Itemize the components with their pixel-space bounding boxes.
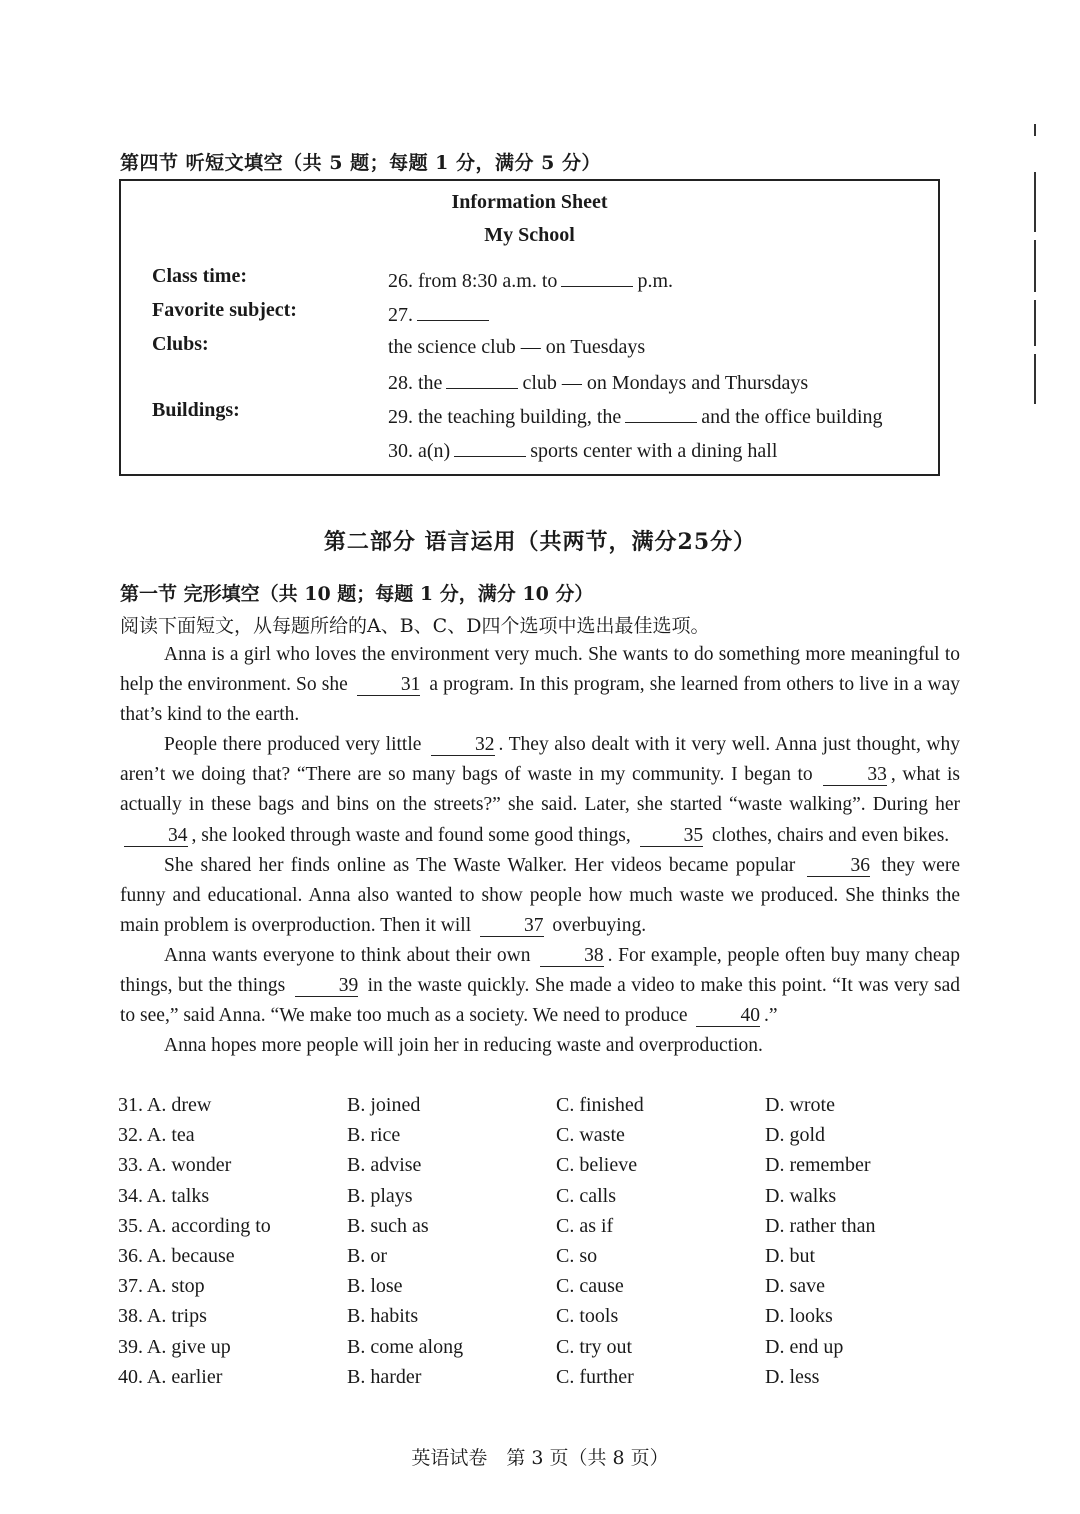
option-40-a[interactable]: 40. A. earlier: [118, 1365, 223, 1388]
blank-28[interactable]: [446, 370, 518, 389]
option-39-c[interactable]: C. try out: [556, 1335, 633, 1358]
paragraph-3: [120, 851, 960, 941]
option-36-c[interactable]: C. so: [556, 1244, 598, 1267]
q29-prefix: 29. the teaching building, the: [388, 406, 622, 428]
option-39-a[interactable]: 39. A. give up: [118, 1335, 231, 1358]
p4-text-b: . For example, people often buy many cheap things, but the things: [120, 944, 960, 997]
option-row-38: [118, 1302, 978, 1332]
p3-text-b: they were funny and educational. Anna also wanted to show people how much waste we produced. She thinks the main problem is overproduction. Then it will: [120, 854, 960, 936]
p1-text-b: a program. In this program, she learned from others to live in a way that’s kind to the earth.: [120, 674, 960, 726]
row-q26: [388, 268, 673, 293]
option-36-b[interactable]: B. or: [347, 1244, 387, 1267]
option-34-c[interactable]: C. calls: [556, 1184, 616, 1207]
q26-prefix: 26. from 8:30 a.m. to: [388, 270, 558, 292]
scan-edge-mark: [1034, 240, 1036, 292]
p1-text-a: Anna is a girl who loves the environment very much. She wants to do something more meaningful to help the environment. So she: [120, 644, 960, 696]
option-row-40: [118, 1363, 978, 1393]
paragraph-2: [120, 730, 960, 850]
option-35-a[interactable]: 35. A. according to: [118, 1214, 271, 1237]
label-favorite-subject: Favorite subject:: [152, 299, 297, 321]
option-38-c[interactable]: C. tools: [556, 1305, 619, 1328]
scan-edge-mark: [1034, 172, 1036, 232]
option-33-b[interactable]: B. advise: [347, 1154, 422, 1177]
blank-35[interactable]: 35: [640, 826, 704, 847]
option-31-c[interactable]: C. finished: [556, 1094, 644, 1116]
blank-33[interactable]: 33: [823, 765, 887, 786]
p2-text-e: clothes, chairs and even bikes.: [712, 824, 950, 846]
option-34-b[interactable]: B. plays: [347, 1184, 413, 1207]
option-37-d[interactable]: D. save: [765, 1275, 825, 1298]
blank-27[interactable]: [417, 302, 489, 321]
option-row-35: [118, 1212, 978, 1242]
blank-39[interactable]: 39: [295, 976, 359, 997]
option-40-c[interactable]: C. further: [556, 1365, 634, 1388]
option-36-a[interactable]: 36. A. because: [118, 1244, 235, 1267]
paragraph-4: [120, 941, 960, 1031]
option-32-a[interactable]: 32. A. tea: [118, 1124, 195, 1147]
scan-edge-mark: [1034, 124, 1036, 136]
blank-34[interactable]: 34: [124, 826, 188, 847]
option-33-a[interactable]: 33. A. wonder: [118, 1154, 232, 1177]
q30-prefix: 30. a(n): [388, 440, 451, 462]
info-sheet-title: Information Sheet: [451, 191, 608, 213]
option-35-d[interactable]: D. rather than: [765, 1214, 876, 1237]
q28-suffix: club — on Mondays and Thursdays: [522, 372, 809, 394]
p5-text: Anna hopes more people will join her in reducing waste and overproduction.: [164, 1035, 763, 1057]
q28-prefix: 28. the: [388, 372, 443, 394]
label-buildings: Buildings:: [152, 399, 240, 421]
option-32-b[interactable]: B. rice: [347, 1124, 401, 1147]
option-32-c[interactable]: C. waste: [556, 1124, 625, 1147]
p2-text-b: . They also dealt with it very well. Anna just thought, why aren’t we doing that? “There are so many bags of waste in my community. I began to: [120, 734, 961, 786]
option-40-b[interactable]: B. harder: [347, 1365, 422, 1388]
q26-suffix: p.m.: [637, 270, 673, 292]
page-footer: 英语试卷 第 3 页（共 8 页）: [411, 1447, 669, 1469]
p4-text-a: Anna wants everyone to think about their own: [164, 944, 531, 966]
option-34-a[interactable]: 34. A. talks: [118, 1184, 210, 1207]
p2-text-c: , what is actually in these bags and bins on the streets?” she said. Later, she started “waste walking”. During her: [120, 764, 960, 816]
p2-text-a: People there produced very little: [164, 734, 422, 756]
info-sheet-subtitle: My School: [484, 224, 575, 246]
option-38-b[interactable]: B. habits: [347, 1305, 419, 1328]
option-row-33: [118, 1151, 978, 1181]
q27-prefix: 27.: [388, 304, 413, 326]
option-40-d[interactable]: D. less: [765, 1365, 820, 1388]
option-39-b[interactable]: B. come along: [347, 1335, 464, 1358]
option-row-39: [118, 1333, 978, 1363]
option-35-c[interactable]: C. as if: [556, 1214, 614, 1237]
blank-37[interactable]: 37: [480, 916, 544, 937]
row-q28: [388, 370, 808, 395]
option-33-c[interactable]: C. believe: [556, 1154, 638, 1177]
option-35-b[interactable]: B. such as: [347, 1214, 429, 1237]
paragraph-1: [120, 640, 960, 730]
p4-text-d: .”: [763, 1005, 778, 1027]
p3-text-c: overbuying.: [552, 914, 647, 936]
blank-26[interactable]: [561, 268, 633, 287]
blank-36[interactable]: 36: [807, 856, 871, 877]
cloze-passage: [120, 640, 960, 1061]
option-row-34: [118, 1182, 978, 1212]
option-row-31: [118, 1091, 978, 1121]
option-31-a[interactable]: 31. A. drew: [118, 1094, 212, 1116]
instruction-text: 阅读下面短文，从每题所给的A、B、C、D四个选项中选出最佳选项。: [120, 615, 710, 637]
option-33-d[interactable]: D. remember: [765, 1154, 871, 1177]
option-row-37: [118, 1272, 978, 1302]
option-row-32: [118, 1121, 978, 1151]
option-36-d[interactable]: D. but: [765, 1244, 815, 1267]
q30-suffix: sports center with a dining hall: [530, 440, 778, 462]
option-row-36: [118, 1242, 978, 1272]
section1-title: 第一节 完形填空（共 10 题；每题 1 分，满分 10 分）: [120, 583, 594, 605]
row-science-club: the science club — on Tuesdays: [388, 336, 646, 358]
scan-edge-mark: [1034, 354, 1036, 404]
p4-text-c: in the waste quickly. She made a video to make this point. “It was very sad to see,” said Anna. “We make too much as a society. We need to produce: [120, 975, 961, 1027]
scan-edge-mark: [1034, 300, 1036, 346]
option-38-d[interactable]: D. looks: [765, 1305, 833, 1328]
blank-32[interactable]: 32: [431, 735, 495, 756]
option-32-d[interactable]: D. gold: [765, 1124, 825, 1147]
label-class-time: Class time:: [152, 265, 247, 287]
paragraph-5: [120, 1031, 960, 1061]
blank-40[interactable]: 40: [696, 1006, 760, 1027]
blank-38[interactable]: 38: [540, 946, 604, 967]
blank-29[interactable]: [625, 404, 697, 423]
options-list: [118, 1091, 978, 1393]
blank-30[interactable]: [454, 438, 526, 457]
row-q27: [388, 302, 493, 327]
p2-text-d: , she looked through waste and found some good things,: [191, 824, 631, 846]
row-q30: [388, 438, 777, 463]
information-sheet-box: [119, 179, 940, 476]
label-clubs: Clubs:: [152, 333, 209, 355]
row-q29: [388, 404, 883, 429]
q29-suffix: and the office building: [701, 406, 883, 428]
option-38-a[interactable]: 38. A. trips: [118, 1305, 207, 1328]
option-31-b[interactable]: B. joined: [347, 1094, 421, 1116]
section4-title: 第四节 听短文填空（共 5 题；每题 1 分，满分 5 分）: [120, 152, 601, 174]
p3-text-a: She shared her finds online as The Waste Walker. Her videos became popular: [164, 854, 796, 876]
option-31-d[interactable]: D. wrote: [765, 1094, 835, 1116]
option-37-b[interactable]: B. lose: [347, 1275, 403, 1298]
option-37-c[interactable]: C. cause: [556, 1275, 624, 1298]
option-34-d[interactable]: D. walks: [765, 1184, 837, 1207]
blank-31[interactable]: 31: [357, 675, 421, 696]
part2-title: 第二部分 语言运用（共两节，满分25分）: [323, 529, 757, 555]
option-37-a[interactable]: 37. A. stop: [118, 1275, 205, 1298]
option-39-d[interactable]: D. end up: [765, 1335, 844, 1358]
